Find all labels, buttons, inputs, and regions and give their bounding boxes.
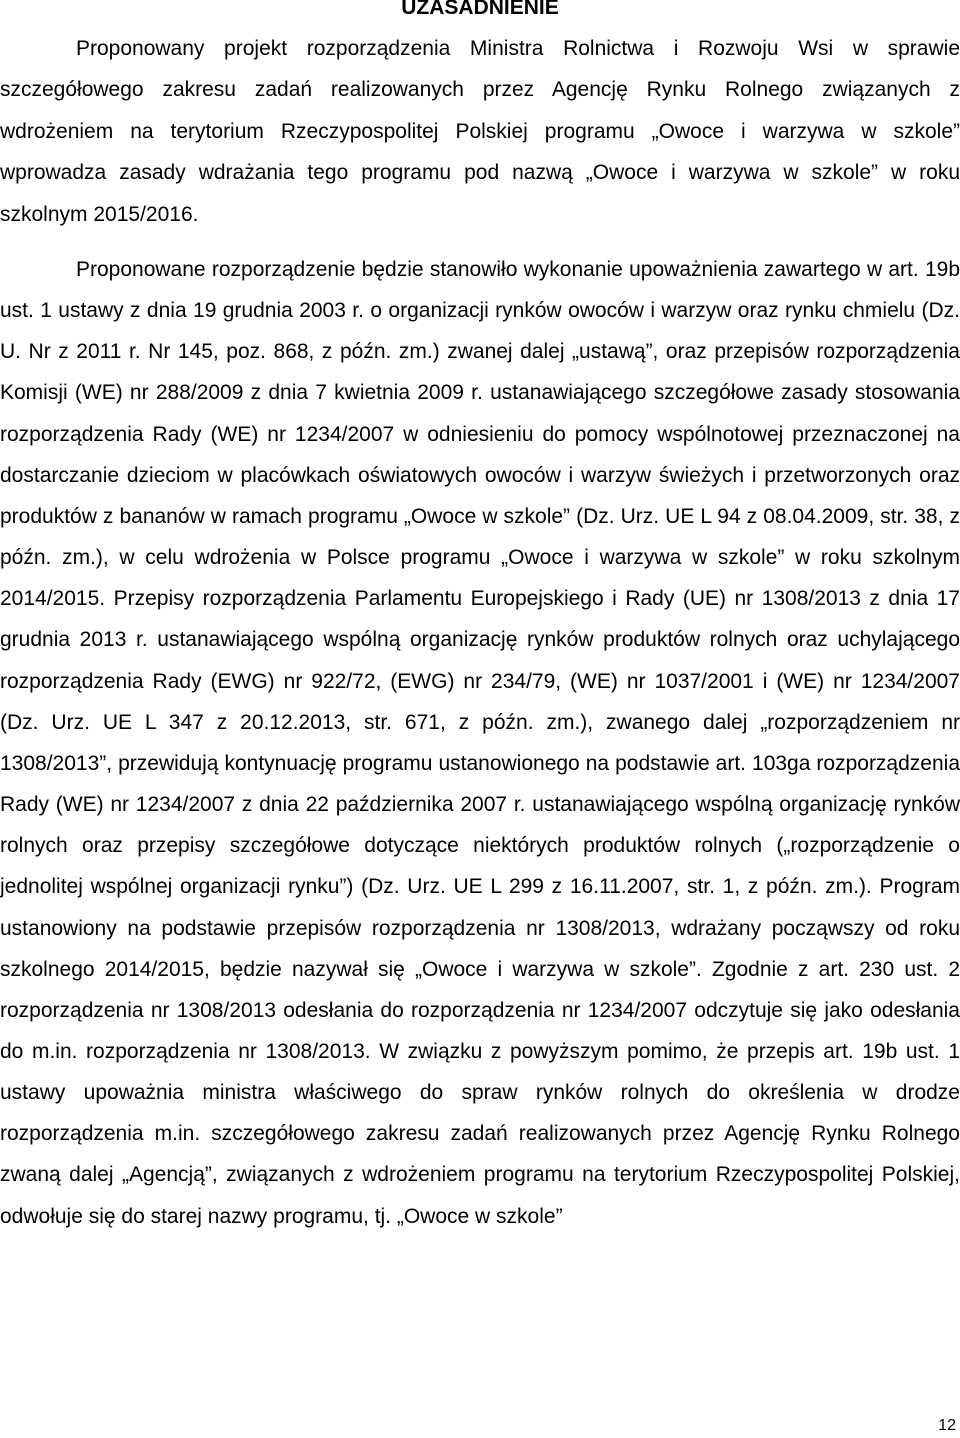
page-number: 12 [938, 1417, 956, 1434]
paragraph-legal-basis [0, 249, 960, 1237]
paragraph-indent [0, 258, 76, 281]
document-heading: UZASADNIENIE [401, 0, 559, 19]
paragraph-legal-basis-text: Proponowane rozporządzenie będzie stanowiło wykonanie upoważnienia zawartego w art. 19b ust. 1 ustawy z dnia 19 grudnia 2003 r. o organizacji rynków owoców i warzyw oraz rynku chmielu (Dz. U. Nr z 2011 r. Nr 145, poz. 868, z późn. zm.) zwanej dalej „ustawą”, oraz przepisów rozporządzenia Komisji (WE) nr 288/2009 z dnia 7 kwietnia 2009 r. ustanawiającego szczegółowe zasady stosowania rozporządzenia Rady (WE) nr 1234/2007 w odniesieniu do pomocy wspólnotowej przeznaczonej na dostarczanie dzieciom w placówkach oświatowych owoców i warzyw świeżych i przetworzonych oraz produktów z bananów w ramach programu „Owoce w szkole” (Dz. Urz. UE L 94 z 08.04.2009, str. 38, z późn. zm.), w celu wdrożenia w Polsce programu „Owoce i warzywa w szkole” w roku szkolnym 2014/2015. Przepisy rozporządzenia Parlamentu Europejskiego i Rady (UE) nr 1308/2013 z dnia 17 grudnia 2013 r. ustanawiającego wspólną organizację rynków produktów rolnych oraz uchylającego rozporządzenia Rady (EWG) nr 922/72, (EWG) nr 234/79, (WE) nr 1037/2001 i (WE) nr 1234/2007 (Dz. Urz. UE L 347 z 20.12.2013, str. 671, z późn. zm.), zwanego dalej „rozporządzeniem nr 1308/2013”, przewidują kontynuację programu ustanowionego na podstawie art. 103ga rozporządzenia Rady (WE) nr 1234/2007 z dnia 22 października 2007 r. ustanawiającego wspólną organizację rynków rolnych oraz przepisy szczegółowe dotyczące niektórych produktów rolnych („rozporządzenie o jednolitej wspólnej organizacji rynku”) (Dz. Urz. UE L 299 z 16.11.2007, str. 1, z późn. zm.). Program ustanowiony na podstawie przepisów rozporządzenia nr 1308/2013, wdrażany począwszy od roku szkolnego 2014/2015, będzie nazywał się „Owoce i warzywa w szkole”. Zgodnie z art. 230 ust. 2 rozporządzenia nr 1308/2013 odesłania do rozporządzenia nr 1234/2007 odczytuje się jako odesłania do m.in. rozporządzenia nr 1308/2013. W związku z powyższym pomimo, że przepis art. 19b ust. 1 ustawy upoważnia ministra właściwego do spraw rynków rolnych do określenia w drodze rozporządzenia m.in. szczegółowego zakresu zadań realizowanych przez Agencję Rynku Rolnego zwaną dalej „Agencją”, związanych z wdrożeniem programu na terytorium Rzeczypospolitej Polskiej, odwołuje się do starej nazwy programu, tj. „Owoce w szkole” [0, 258, 960, 1228]
paragraph-indent [0, 37, 76, 60]
paragraph-intro [0, 28, 960, 235]
paragraph-intro-text: Proponowany projekt rozporządzenia Ministra Rolnictwa i Rozwoju Wsi w sprawie szczegółowego zakresu zadań realizowanych przez Agencję Rynku Rolnego związanych z wdrożeniem na terytorium Rzeczypospolitej Polskiej programu „Owoce i warzywa w szkole” wprowadza zasady wdrażania tego programu pod nazwą „Owoce i warzywa w szkole” w roku szkolnym 2015/2016. [0, 37, 960, 226]
